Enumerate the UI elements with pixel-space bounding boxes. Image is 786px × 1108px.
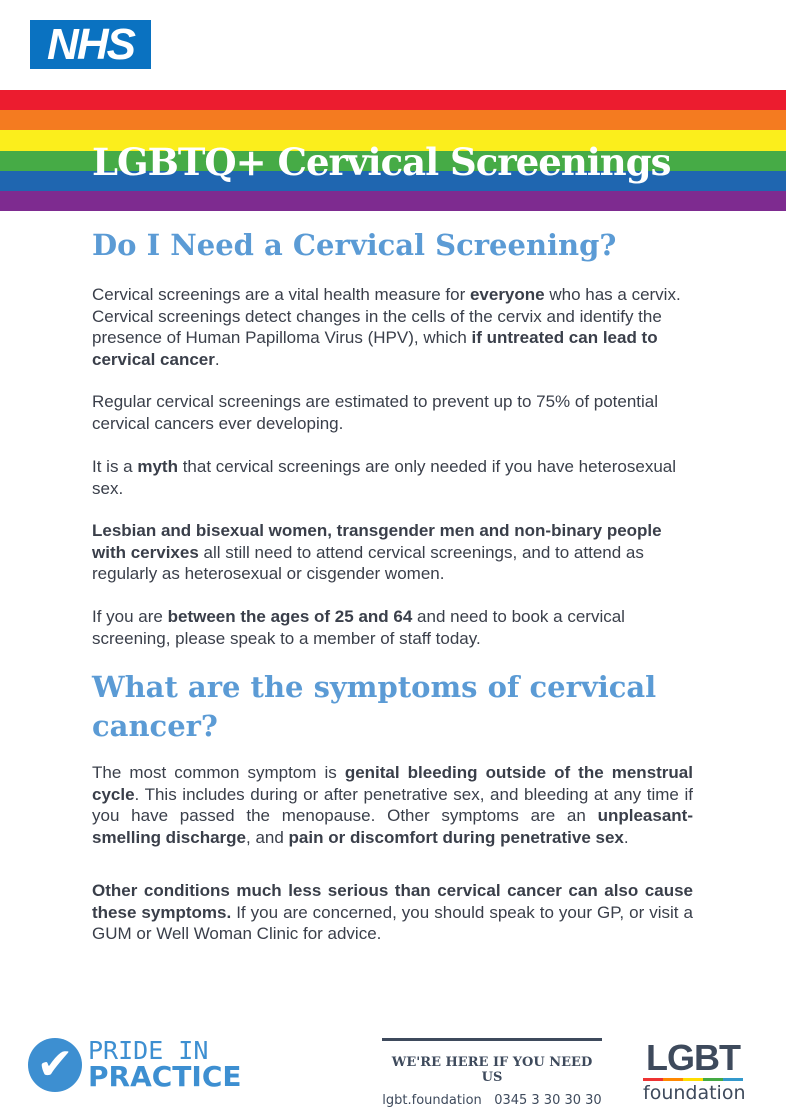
text: If you are concerned, you should speak to your GP, or visit a GUM or Well Woman Clinic for advice. <box>92 902 693 943</box>
stripe-purple <box>0 191 786 211</box>
text: all still need to attend cervical screenings, and to attend as regularly as heterosexual or cisgender women. <box>92 542 644 583</box>
nhs-logo: NHS <box>30 20 151 69</box>
tagline: WE'RE HERE IF YOU NEED US <box>391 1055 593 1085</box>
bold-text: myth <box>137 457 178 476</box>
rainbow-bar <box>643 1078 743 1081</box>
text: and need to book a cervical screening, please speak to a member of staff today. <box>92 607 625 648</box>
paragraph <box>92 520 700 585</box>
bold-text: Other conditions much less serious than cervical cancer can also cause these symptoms. <box>92 881 693 922</box>
stripe-red <box>0 90 786 110</box>
bold-text: Lesbian and bisexual women, transgender men and non-binary people with cervixes <box>92 521 662 562</box>
pride-in-practice-logo <box>28 1038 242 1092</box>
text: . This includes during or after penetrative sex, and bleeding at any time if you have passed the menopause. Other symptoms are an <box>92 784 693 825</box>
bold-text: between the ages of 25 and 64 <box>167 607 413 626</box>
bold-text: unpleasant-smelling discharge <box>92 806 693 847</box>
bold-text: if untreated can lead to cervical cancer <box>92 328 658 369</box>
phone-number: 0345 3 30 30 30 <box>494 1093 602 1108</box>
paragraph <box>92 762 693 848</box>
contact-block <box>382 1038 602 1108</box>
text: If you are <box>92 607 168 626</box>
logo-text: foundation <box>643 1082 746 1104</box>
logo-text: PRACTICE <box>88 1060 242 1093</box>
text: that cervical screenings are only needed if you have heterosexual sex. <box>92 457 677 498</box>
paragraph <box>92 880 693 945</box>
text: . <box>214 349 220 369</box>
logo-text: LGBT <box>646 1037 740 1078</box>
bold-text: pain or discomfort during penetrative sex <box>288 827 624 847</box>
lgbt-foundation-logo <box>643 1037 746 1104</box>
text: It is a <box>92 457 138 476</box>
divider <box>382 1038 602 1041</box>
paragraph <box>92 284 700 370</box>
website-link[interactable]: lgbt.foundation <box>382 1093 482 1108</box>
logo-text: PRIDE IN <box>88 1036 209 1065</box>
paragraph <box>92 606 700 649</box>
section-heading-symptoms: What are the symptoms of cervical cancer? <box>92 670 657 743</box>
page-title: LGBTQ+ Cervical Screenings <box>92 140 671 184</box>
section-heading-need: Do I Need a Cervical Screening? <box>92 228 617 262</box>
text: who has a cervix. Cervical screenings detect changes in the cells of the cervix and identify the presence of Human Papilloma Virus (HPV), which <box>92 285 681 347</box>
checkmark-icon: ✔ <box>28 1038 82 1092</box>
bold-text: genital bleeding outside of the menstrual cycle <box>92 763 693 804</box>
text: , and <box>246 827 289 847</box>
stripe-orange <box>0 110 786 130</box>
text: Cervical screenings are a vital health measure for <box>92 285 470 304</box>
paragraph <box>92 456 700 499</box>
text: The most common symptom is <box>92 763 345 782</box>
paragraph: Regular cervical screenings are estimated to prevent up to 75% of potential cervical cancers ever developing. <box>92 392 659 433</box>
bold-text: everyone <box>469 285 545 304</box>
text: . <box>623 827 629 847</box>
